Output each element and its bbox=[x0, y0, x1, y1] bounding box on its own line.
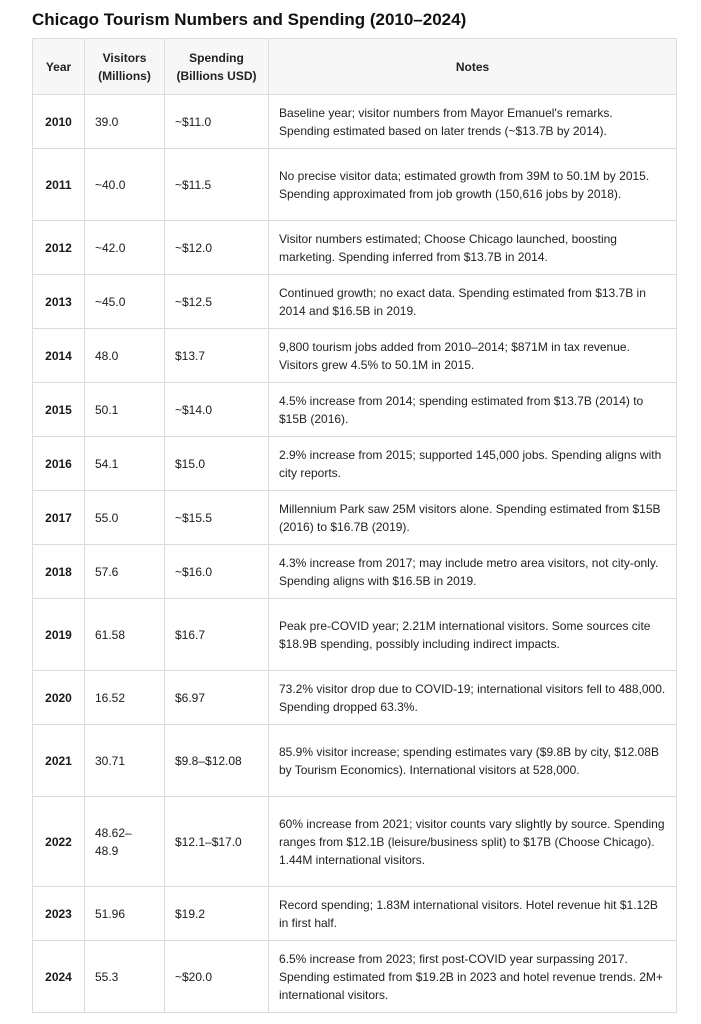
header-visitors-line2: (Millions) bbox=[98, 68, 151, 83]
notes-cell: Continued growth; no exact data. Spending estimated from $13.7B in 2014 and $16.5B in 2019. bbox=[269, 275, 677, 329]
notes-cell: 6.5% increase from 2023; first post-COVID year surpassing 2017. Spending estimated from $19.2B in 2023 and hotel revenue trends. 2M+ international visitors. bbox=[269, 941, 677, 1013]
year-cell: 2021 bbox=[33, 725, 85, 797]
header-visitors-line1: Visitors bbox=[102, 50, 147, 65]
table-row bbox=[33, 95, 677, 149]
notes-cell: 9,800 tourism jobs added from 2010–2014; $871M in tax revenue. Visitors grew 4.5% to 50.1M in 2015. bbox=[269, 329, 677, 383]
notes-cell: 85.9% visitor increase; spending estimates vary ($9.8B by city, $12.08B by Tourism Economics). International visitors at 528,000. bbox=[269, 725, 677, 797]
visitors-cell: 57.6 bbox=[85, 545, 165, 599]
year-cell: 2017 bbox=[33, 491, 85, 545]
year-cell: 2023 bbox=[33, 887, 85, 941]
year-cell: 2020 bbox=[33, 671, 85, 725]
table-row bbox=[33, 149, 677, 221]
header-spending-line2: (Billions USD) bbox=[176, 68, 257, 83]
spending-cell: ~$12.0 bbox=[165, 221, 269, 275]
table-row bbox=[33, 941, 677, 1013]
year-cell: 2016 bbox=[33, 437, 85, 491]
year-cell: 2019 bbox=[33, 599, 85, 671]
table-row bbox=[33, 887, 677, 941]
notes-cell: Baseline year; visitor numbers from Mayor Emanuel's remarks. Spending estimated based on later trends (~$13.7B by 2014). bbox=[269, 95, 677, 149]
table-row bbox=[33, 797, 677, 887]
spending-cell: $13.7 bbox=[165, 329, 269, 383]
spending-cell: $16.7 bbox=[165, 599, 269, 671]
notes-cell: 4.3% increase from 2017; may include metro area visitors, not city-only. Spending aligns with $16.5B in 2019. bbox=[269, 545, 677, 599]
notes-cell: Record spending; 1.83M international visitors. Hotel revenue hit $1.12B in first half. bbox=[269, 887, 677, 941]
notes-cell: 73.2% visitor drop due to COVID-19; international visitors fell to 488,000. Spending dropped 63.3%. bbox=[269, 671, 677, 725]
table-row bbox=[33, 221, 677, 275]
year-cell: 2015 bbox=[33, 383, 85, 437]
table-row bbox=[33, 599, 677, 671]
notes-cell: 4.5% increase from 2014; spending estimated from $13.7B (2014) to $15B (2016). bbox=[269, 383, 677, 437]
spending-cell: $9.8–$12.08 bbox=[165, 725, 269, 797]
year-cell: 2018 bbox=[33, 545, 85, 599]
visitors-cell: 61.58 bbox=[85, 599, 165, 671]
tourism-table bbox=[32, 38, 677, 1013]
table-header-row bbox=[33, 39, 677, 95]
table-row bbox=[33, 383, 677, 437]
table-body bbox=[33, 95, 677, 1013]
year-cell: 2013 bbox=[33, 275, 85, 329]
header-visitors bbox=[85, 39, 165, 95]
table-row bbox=[33, 329, 677, 383]
table-row bbox=[33, 545, 677, 599]
table-row bbox=[33, 671, 677, 725]
spending-cell: ~$11.0 bbox=[165, 95, 269, 149]
notes-cell: 2.9% increase from 2015; supported 145,000 jobs. Spending aligns with city reports. bbox=[269, 437, 677, 491]
year-cell: 2011 bbox=[33, 149, 85, 221]
visitors-cell: ~42.0 bbox=[85, 221, 165, 275]
spending-cell: $15.0 bbox=[165, 437, 269, 491]
spending-cell: ~$16.0 bbox=[165, 545, 269, 599]
table-row bbox=[33, 725, 677, 797]
spending-cell: ~$14.0 bbox=[165, 383, 269, 437]
visitors-cell: 54.1 bbox=[85, 437, 165, 491]
header-spending-line1: Spending bbox=[189, 50, 244, 65]
notes-cell: Peak pre-COVID year; 2.21M international visitors. Some sources cite $18.9B spending, possibly including indirect impacts. bbox=[269, 599, 677, 671]
visitors-cell: 16.52 bbox=[85, 671, 165, 725]
notes-cell: 60% increase from 2021; visitor counts vary slightly by source. Spending ranges from $12.1B (leisure/business split) to $17B (Choose Chicago). 1.44M international visitors. bbox=[269, 797, 677, 887]
visitors-cell: 48.0 bbox=[85, 329, 165, 383]
spending-cell: ~$20.0 bbox=[165, 941, 269, 1013]
spending-cell: $19.2 bbox=[165, 887, 269, 941]
spending-cell: ~$15.5 bbox=[165, 491, 269, 545]
spending-cell: ~$11.5 bbox=[165, 149, 269, 221]
table-row bbox=[33, 491, 677, 545]
header-notes: Notes bbox=[269, 39, 677, 95]
visitors-cell: 51.96 bbox=[85, 887, 165, 941]
visitors-cell: ~40.0 bbox=[85, 149, 165, 221]
visitors-cell: 55.0 bbox=[85, 491, 165, 545]
year-cell: 2014 bbox=[33, 329, 85, 383]
header-year: Year bbox=[33, 39, 85, 95]
table-row bbox=[33, 437, 677, 491]
year-cell: 2012 bbox=[33, 221, 85, 275]
visitors-cell: 55.3 bbox=[85, 941, 165, 1013]
page-title: Chicago Tourism Numbers and Spending (2010–2024) bbox=[32, 10, 467, 29]
year-cell: 2022 bbox=[33, 797, 85, 887]
year-cell: 2010 bbox=[33, 95, 85, 149]
spending-cell: $12.1–$17.0 bbox=[165, 797, 269, 887]
year-cell: 2024 bbox=[33, 941, 85, 1013]
spending-cell: $6.97 bbox=[165, 671, 269, 725]
header-spending bbox=[165, 39, 269, 95]
notes-cell: Millennium Park saw 25M visitors alone. Spending estimated from $15B (2016) to $16.7B (2019). bbox=[269, 491, 677, 545]
notes-cell: No precise visitor data; estimated growth from 39M to 50.1M by 2015. Spending approximated from job growth (150,616 jobs by 2018). bbox=[269, 149, 677, 221]
visitors-cell: 48.62–48.9 bbox=[85, 797, 165, 887]
visitors-cell: 30.71 bbox=[85, 725, 165, 797]
visitors-cell: 39.0 bbox=[85, 95, 165, 149]
visitors-cell: ~45.0 bbox=[85, 275, 165, 329]
visitors-cell: 50.1 bbox=[85, 383, 165, 437]
table-row bbox=[33, 275, 677, 329]
spending-cell: ~$12.5 bbox=[165, 275, 269, 329]
notes-cell: Visitor numbers estimated; Choose Chicago launched, boosting marketing. Spending inferred from $13.7B in 2014. bbox=[269, 221, 677, 275]
